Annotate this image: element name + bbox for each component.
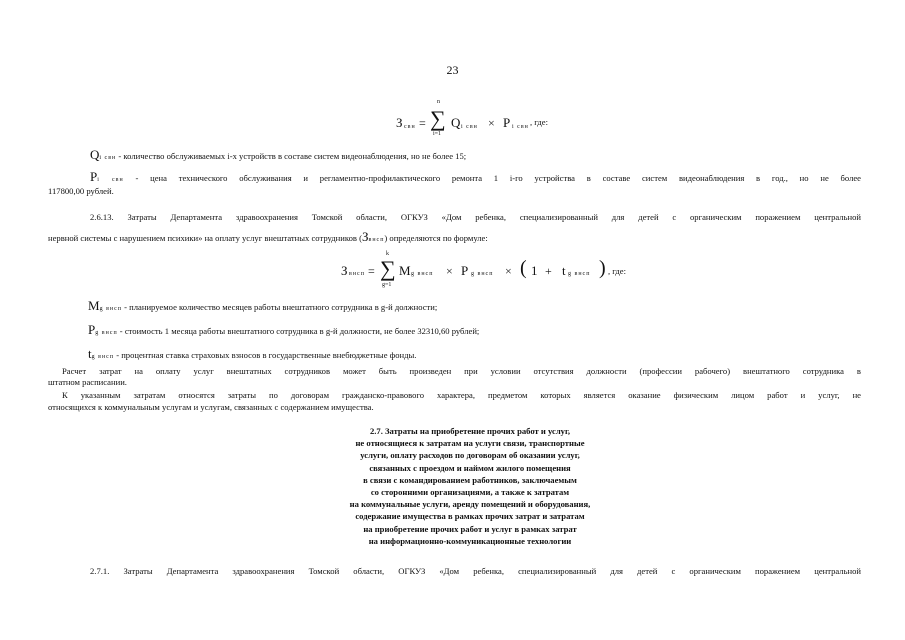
formula-q-sub: i свн	[461, 124, 478, 130]
formula-p: P	[503, 115, 511, 130]
formula2-upper: k	[386, 251, 389, 257]
section-heading-2-7	[300, 425, 640, 547]
para-2613-symbol: З	[361, 229, 369, 244]
definition-t-row	[88, 345, 416, 363]
para-271-line1: 2.7.1. Затраты Департамента здравоохранения Томской области, ОГКУЗ «Дом ребенка, специализированный для детей с органическим поражением центральной	[90, 566, 861, 576]
definition-m-row	[88, 297, 437, 315]
formula2-lhs: З	[341, 263, 348, 278]
formula2-rparen: )	[599, 257, 606, 279]
def-symbol: Q	[90, 147, 100, 162]
para-2613-symbol-sub: внсп	[368, 237, 385, 243]
formula-lhs-sub: свн	[404, 124, 416, 130]
heading-line: на информационно-коммуникационные технологии	[368, 535, 572, 546]
formula2-times1: ×	[446, 264, 453, 278]
formula-sigma: ∑	[430, 106, 446, 131]
formula2-t: t	[562, 263, 566, 278]
definition-p2-row	[88, 321, 479, 339]
formula2-times2: ×	[505, 264, 512, 278]
formula2-m-sub: g внсп	[411, 271, 434, 277]
formula-upper: n	[437, 99, 440, 105]
para-2613-line1: 2.6.13. Затраты Департамента здравоохранения Томской области, ОГКУЗ «Дом ребенка, специализированный для детей с органическим поражением центральной	[90, 212, 861, 222]
heading-line: услуги, оплату расходов по договорам об оказании услуг,	[360, 450, 580, 461]
formula2-p-sub: g внсп	[471, 271, 494, 277]
para-2613-pre: нервной системы с нарушением психики» на оплату услуг внештатных сотрудников (	[48, 233, 362, 243]
def-text: - планируемое количество месяцев работы внештатного сотрудника в g-й должности;	[121, 302, 438, 312]
def-symbol-sub: g внсп	[91, 354, 115, 360]
formula2-lower: g=1	[382, 282, 392, 288]
para-calc-line1: Расчет затрат на оплату услуг внештатных сотрудников может быть произведен при условии отсутствия должности (профессии рабочего) внештатного сотрудника в	[62, 366, 861, 376]
formula2-plus: +	[545, 264, 552, 278]
formula2-sigma: ∑	[380, 256, 396, 281]
heading-line: содержание имущества в рамках прочих затрат и затратам	[355, 511, 585, 522]
def-text: - стоимость 1 месяца работы внештатного сотрудника в g-й должности, не более 32310,60 рублей;	[117, 326, 480, 336]
def-text: - количество обслуживаемых i-х устройств в составе систем видеонаблюдения, но не более 15;	[116, 151, 467, 161]
para-calc-line2: штатном расписании.	[48, 377, 127, 387]
definition-q-row	[90, 146, 466, 164]
heading-line: в связи с командированием работников, заключаемым	[363, 474, 577, 485]
formula-lower: i=1	[433, 131, 442, 137]
formula-p-sub: i свн	[512, 124, 529, 130]
def-symbol: P	[90, 169, 98, 184]
heading-line: на приобретение прочих работ и услуг в рамках затрат	[363, 523, 577, 534]
formula2-lparen: (	[520, 257, 527, 279]
def-p-line	[90, 168, 861, 186]
heading-line: со сторонними организациями, а также к затратам	[370, 487, 570, 498]
heading-line: не относящиеся к затратам на услуги связи, транспортные	[355, 438, 585, 449]
formula2-lhs-sub: внсп	[349, 271, 365, 277]
formula-lhs: З	[396, 115, 403, 130]
page-number: 23	[446, 63, 459, 77]
formula2-p: P	[461, 263, 469, 278]
def-p-continuation: 117800,00 рублей.	[48, 186, 114, 196]
def-text: - цена технического обслуживания и регламентно-профилактического ремонта 1 i-го устройства в составе систем видеонаблюдения в год., но не более	[123, 173, 861, 183]
formula-times: ×	[488, 116, 495, 130]
def-symbol-sub: g внсп	[99, 306, 122, 312]
def-symbol: M	[88, 298, 100, 313]
def-symbol-sub: i свн	[99, 155, 117, 161]
formula2-one: 1	[531, 263, 538, 278]
formula-eq: =	[419, 116, 426, 130]
formula2-where: , где:	[608, 266, 626, 276]
para-2613-line2	[48, 228, 488, 246]
formula2-t-sub: g внсп	[568, 271, 591, 277]
formula2-m: M	[399, 263, 411, 278]
def-symbol-sub: g внсп	[95, 330, 118, 336]
heading-line: на коммунальные услуги, аренду помещений и оборудования,	[349, 499, 591, 510]
def-symbol: t	[88, 346, 92, 361]
heading-line: связанных с проездом и наймом жилого помещения	[369, 462, 571, 473]
def-text: - процентная ставка страховых взносов в государственные внебюджетные фонды.	[114, 350, 417, 360]
def-symbol-sub: i свн	[97, 177, 124, 183]
def-symbol: P	[88, 322, 96, 337]
para-related-line1: К указанным затратам относятся затраты по договорам гражданско-правового характера, предметом которых является оказание физическим лицом работ и услуг, не	[62, 390, 861, 400]
formula-q: Q	[451, 115, 461, 130]
formula2-eq: =	[368, 264, 375, 278]
para-related-line2: относящихся к коммунальным услугам и услугам, связанных с содержанием имущества.	[48, 402, 374, 412]
heading-line: 2.7. Затраты на приобретение прочих работ и услуг,	[369, 426, 571, 436]
definition-p-row	[90, 168, 861, 186]
para-2613-post: ) определяются по формуле:	[384, 233, 488, 243]
formula-where: , где:	[530, 117, 548, 127]
